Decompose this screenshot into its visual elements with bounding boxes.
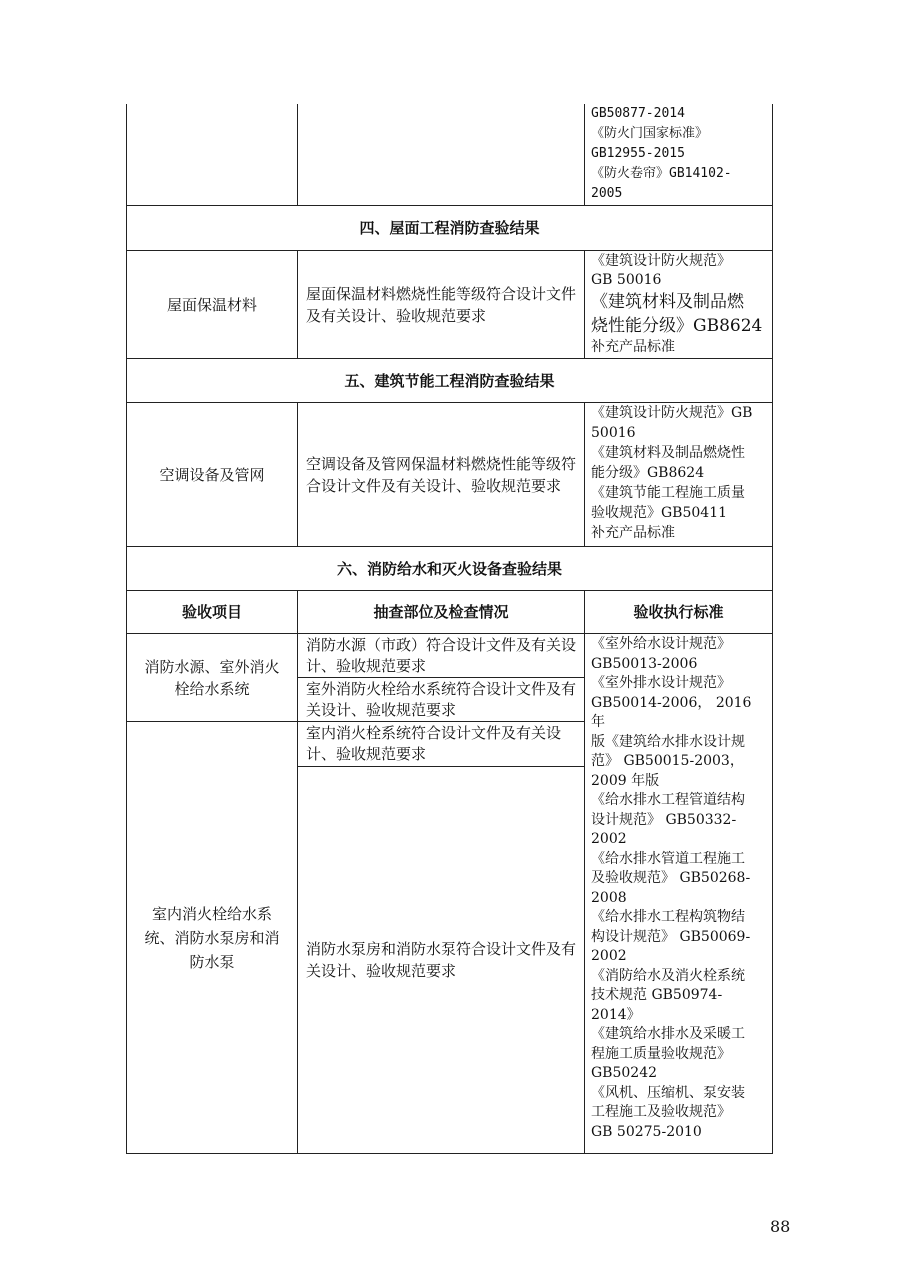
standard-line: 能分级》GB8624 [591, 465, 705, 481]
header-check: 抽查部位及检查情况 [373, 603, 509, 621]
standard-line: 构设计规范》 GB50069- [591, 928, 751, 945]
standard-line: 2002 [591, 831, 627, 847]
section-title-water: 六、消防给水和灭火设备查验结果 [336, 559, 562, 578]
standard-line: 及验收规范》 GB50268- [591, 870, 751, 886]
standard-line: 《建筑材料及制品燃烧性 [591, 445, 745, 461]
standard-line: GB50877-2014 [591, 106, 685, 121]
standard-line: 《防火门国家标准》 [591, 126, 709, 141]
header-item: 验收项目 [181, 603, 242, 621]
standards-energy [585, 403, 772, 546]
standard-line: GB50014-2006， 2016 年 [591, 694, 752, 730]
standard-line: GB12955-2015 [591, 146, 685, 161]
section-title-energy: 五、建筑节能工程消防查验结果 [344, 371, 555, 390]
check-roof-insulation: 屋面保温材料燃烧性能等级符合设计文件及有关设计、验收规范要求 [306, 284, 577, 325]
header-standard: 验收执行标准 [633, 603, 724, 621]
standard-line: 程施工质量验收规范》 [591, 1045, 731, 1062]
standard-line: 2009 年版 [591, 772, 660, 789]
standard-line: GB 50275-2010 [591, 1123, 702, 1140]
check-pump-room: 消防水泵房和消防水泵符合设计文件及有关设计、验收规范要求 [306, 940, 577, 980]
standard-line: 验收规范》GB50411 [591, 505, 728, 521]
item-water-source: 消防水源、室外消火栓给水系统 [144, 657, 280, 698]
standard-line: 《建筑节能工程施工质量 [591, 485, 745, 501]
standard-line: 《建筑给水排水及采暖工 [591, 1026, 745, 1042]
standard-line: 2014》 [591, 1006, 641, 1023]
standard-line: 设计规范》 GB50332- [591, 811, 737, 828]
standard-line: 技术规范 GB50974- [591, 987, 723, 1003]
standard-line: GB 50016 [591, 272, 662, 288]
standard-line: 《给水排水工程管道结构 [591, 792, 745, 808]
item-roof-insulation: 屋面保温材料 [166, 295, 257, 314]
standard-line: 版《建筑给水排水设计规 [591, 733, 745, 750]
check-hvac: 空调设备及管网保温材料燃烧性能等级符合设计文件及有关设计、验收规范要求 [306, 454, 577, 495]
standard-line: 2005 [591, 186, 623, 201]
item-hvac: 空调设备及管网 [159, 465, 265, 484]
standard-line: 范》 GB50015-2003， [591, 753, 744, 769]
standard-line: 50016 [591, 425, 636, 441]
col-divider [297, 104, 298, 206]
standard-line: GB50013-2006 [591, 655, 698, 672]
standard-line: 《建筑设计防火规范》 [591, 253, 731, 269]
standard-line: 《消防给水及消火栓系统 [591, 967, 745, 984]
standard-line: 《室外排水设计规范》 [591, 675, 731, 691]
check-water-source: 消防水源（市政）符合设计文件及有关设计、验收规范要求 [306, 635, 577, 675]
standards-water [585, 634, 772, 1153]
standard-line: 《风机、压缩机、泵安装 [591, 1084, 745, 1101]
standard-line: 《给水排水管道工程施工 [591, 850, 745, 867]
standard-line: 《建筑设计防火规范》GB [591, 405, 753, 421]
standard-line: 2002 [591, 948, 627, 964]
page-number: 88 [770, 1217, 791, 1236]
standards-roof [585, 251, 772, 358]
standard-line: 补充产品标准 [591, 525, 675, 541]
standard-line: 烧性能分级》GB8624 [591, 316, 763, 336]
top-standards-cell [585, 104, 772, 205]
standard-line: 2008 [591, 889, 627, 906]
standard-line: 工程施工及验收规范》 [591, 1104, 731, 1120]
item-indoor-hydrant: 室内消火栓给水系统、消防水泵房和消防水泵 [144, 904, 280, 971]
section-title-roof: 四、屋面工程消防查验结果 [359, 219, 540, 237]
check-outdoor-hydrant: 室外消防火栓给水系统符合设计文件及有关设计、验收规范要求 [306, 679, 577, 719]
standard-line: 《防火卷帘》GB14102- [591, 166, 732, 181]
table-border-bottom [126, 1153, 773, 1154]
standard-line: 《建筑材料及制品燃 [591, 292, 744, 312]
standard-line: 补充产品标准 [591, 339, 675, 355]
standard-line: GB50242 [591, 1065, 658, 1081]
standard-line: 《给水排水工程构筑物结 [591, 909, 745, 925]
check-indoor-hydrant: 室内消火栓系统符合设计文件及有关设计、验收规范要求 [306, 724, 562, 763]
table-border-right [772, 104, 773, 1154]
standard-line: 《室外给水设计规范》 [591, 636, 731, 652]
